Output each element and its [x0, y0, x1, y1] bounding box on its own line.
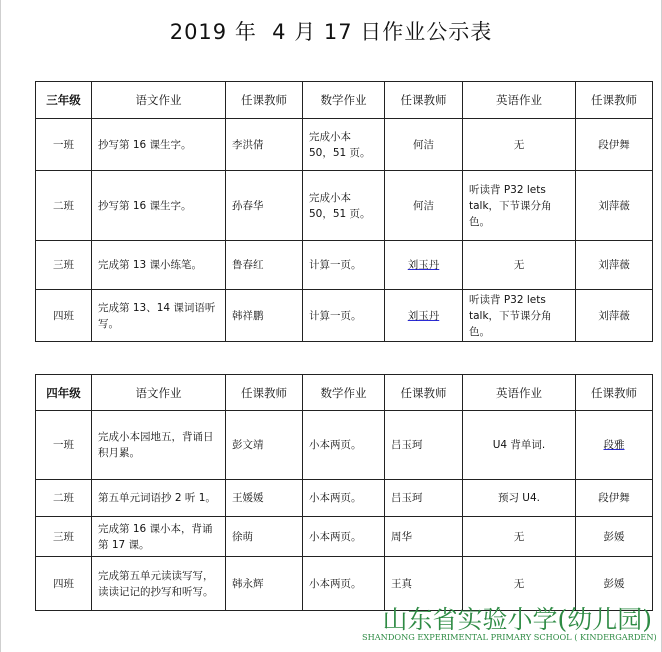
- math-teacher-name: 刘玉丹: [407, 309, 440, 322]
- chinese-homework-cell: 抄写第 16 课生字。: [92, 119, 226, 171]
- math-teacher-cell: 吕玉珂: [385, 411, 463, 480]
- math-homework-cell: 计算一页。: [303, 290, 385, 342]
- chinese-teacher-cell: 韩永辉: [226, 557, 303, 611]
- school-name-chinese: 山东省实验小学(幼儿园): [382, 605, 652, 634]
- table-row: [36, 171, 653, 241]
- chinese-homework-cell: 抄写第 16 课生字。: [92, 171, 226, 241]
- table-row: [36, 517, 653, 557]
- english-teacher-cell: 段伊舞: [576, 480, 653, 517]
- chinese-teacher-cell: 孙春华: [226, 171, 303, 241]
- english-teacher-cell: 刘萍薇: [576, 171, 653, 241]
- math-teacher-cell: [385, 241, 463, 290]
- math-teacher-cell: 吕玉珂: [385, 480, 463, 517]
- english-teacher-cell: 彭媛: [576, 517, 653, 557]
- table-row: [36, 480, 653, 517]
- english-teacher-cell: 刘萍薇: [576, 290, 653, 342]
- grade-4-homework-table: [35, 374, 653, 611]
- class-cell: 二班: [36, 171, 92, 241]
- english-teacher-name: 段雅: [603, 439, 625, 451]
- chinese-homework-cell: 完成第五单元读读写写，读读记记的抄写和听写。: [92, 557, 226, 611]
- english-homework-cell: 无: [463, 517, 576, 557]
- chinese-teacher-cell: 彭文靖: [226, 411, 303, 480]
- table-row: [36, 411, 653, 480]
- class-cell: 三班: [36, 517, 92, 557]
- table-row: [36, 119, 653, 171]
- english-teacher-header: 任课教师: [576, 82, 653, 119]
- english-homework-cell: 预习 U4.: [463, 480, 576, 517]
- chinese-header: 语文作业: [92, 375, 226, 411]
- math-homework-cell: 小本两页。: [303, 517, 385, 557]
- math-homework-cell: 完成小本 50，51 页。: [303, 119, 385, 171]
- chinese-teacher-header: 任课教师: [226, 375, 303, 411]
- english-teacher-cell: 段伊舞: [576, 119, 653, 171]
- math-header: 数学作业: [303, 375, 385, 411]
- chinese-teacher-cell: 王媛媛: [226, 480, 303, 517]
- math-homework-cell: 小本两页。: [303, 480, 385, 517]
- english-homework-cell: 无: [463, 241, 576, 290]
- chinese-homework-cell: 完成小本园地五，背诵日积月累。: [92, 411, 226, 480]
- class-cell: 一班: [36, 119, 92, 171]
- chinese-homework-cell: 第五单元词语抄 2 听 1。: [92, 480, 226, 517]
- english-header: 英语作业: [463, 375, 576, 411]
- school-logo: [362, 600, 657, 648]
- math-teacher-header: 任课教师: [385, 375, 463, 411]
- class-cell: 一班: [36, 411, 92, 480]
- chinese-teacher-cell: 鲁春红: [226, 241, 303, 290]
- math-teacher-cell: 何洁: [385, 119, 463, 171]
- math-homework-cell: 小本两页。: [303, 411, 385, 480]
- math-teacher-cell: [385, 290, 463, 342]
- class-cell: 二班: [36, 480, 92, 517]
- chinese-homework-cell: 完成第 13、14 课词语听写。: [92, 290, 226, 342]
- chinese-teacher-header: 任课教师: [226, 82, 303, 119]
- class-cell: 三班: [36, 241, 92, 290]
- table-header-row: [36, 82, 653, 119]
- english-homework-cell: U4 背单词.: [463, 411, 576, 480]
- english-teacher-cell: 刘萍薇: [576, 241, 653, 290]
- chinese-teacher-cell: 徐萌: [226, 517, 303, 557]
- grade-header: 三年级: [36, 82, 92, 119]
- english-teacher-cell: [576, 411, 653, 480]
- math-teacher-cell: 何洁: [385, 171, 463, 241]
- english-teacher-header: 任课教师: [576, 375, 653, 411]
- math-teacher-name: 刘玉丹: [407, 259, 440, 271]
- math-homework-cell: 小本两页。: [303, 557, 385, 611]
- class-cell: 四班: [36, 290, 92, 342]
- chinese-teacher-cell: 李洪倩: [226, 119, 303, 171]
- table-header-row: [36, 375, 653, 411]
- math-teacher-cell: 王真: [385, 557, 463, 611]
- school-name-english: SHANDONG EXPERIMENTAL PRIMARY SCHOOL ( KINDERGARDEN): [362, 632, 657, 642]
- table-row: [36, 241, 653, 290]
- english-homework-cell: 无: [463, 119, 576, 171]
- grade-header: 四年级: [36, 375, 92, 411]
- grade-3-homework-table: [35, 81, 653, 342]
- english-homework-cell: 听读背 P32 lets talk，下节课分角色。: [463, 171, 576, 241]
- page-edge-left: [0, 0, 1, 652]
- math-homework-cell: 计算一页。: [303, 241, 385, 290]
- math-teacher-cell: 周华: [385, 517, 463, 557]
- english-homework-cell: 听读背 P32 lets talk，下节课分角色。: [463, 290, 576, 342]
- math-homework-cell: 完成小本 50，51 页。: [303, 171, 385, 241]
- chinese-homework-cell: 完成第 16 课小本，背诵第 17 课。: [92, 517, 226, 557]
- math-teacher-header: 任课教师: [385, 82, 463, 119]
- english-header: 英语作业: [463, 82, 576, 119]
- chinese-homework-cell: 完成第 13 课小练笔。: [92, 241, 226, 290]
- class-cell: 四班: [36, 557, 92, 611]
- page-title: 2019 年 4 月 17 日作业公示表: [169, 20, 493, 44]
- english-teacher-cell: 彭媛: [576, 557, 653, 611]
- math-header: 数学作业: [303, 82, 385, 119]
- english-homework-cell: 无: [463, 557, 576, 611]
- chinese-header: 语文作业: [92, 82, 226, 119]
- table-row: [36, 290, 653, 342]
- chinese-teacher-cell: 韩祥鹏: [226, 290, 303, 342]
